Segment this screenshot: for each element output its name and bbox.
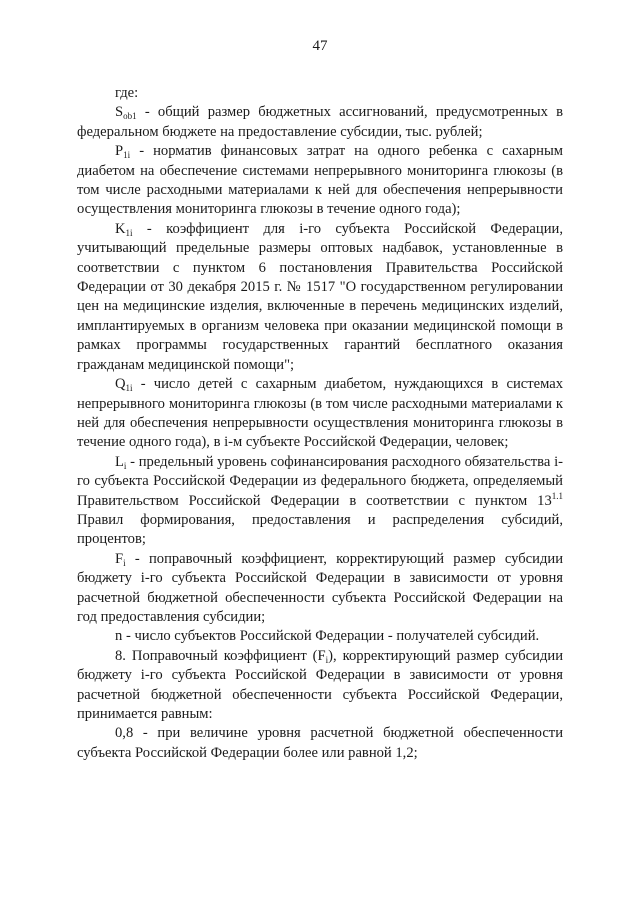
symbol: F [115,550,124,567]
symbol-subscript: 1i [123,150,131,161]
symbol: Q [115,376,126,393]
intro-line: где: [115,85,139,101]
n-definition-line: n - число субъектов Российской Федерации - получателей субсидий. [115,628,540,645]
symbol: K [115,220,126,237]
document-body [77,84,563,763]
definition-text: - коэффициент для i-го субъекта Российской Федерации, учитывающий предельные размеры оптовых надбавок, установленные в соответствии с пунктом 6 постановления Правительства Российской Федерации от 30 декабря 2015 г. № 1517 "О государственном регулировании цен на медицинские изделия, включенные в перечень медицинских изделий, имплантируемых в организм человека при оказании медицинской помощи в рамках программы государственных гарантий бесплатного оказания гражданам медицинской помощи"; [77,220,563,373]
definition-text: - число детей с сахарным диабетом, нуждающихся в системах непрерывного мониторинга глюкозы (в том числе расходными материалами к ней для обеспечения непрерывности осуществления мониторинга глюкозы в течение одного года), в i-м субъекте Российской Федерации, человек; [77,376,563,451]
item-8-subscript: i [325,654,329,665]
definition-text-continued: Правил формирования, предоставления и распределения субсидий, процентов; [77,511,563,548]
definition-l-i [77,453,563,550]
symbol: P [115,143,124,160]
definition-text: - поправочный коэффициент, корректирующий размер субсидии бюджету i-го субъекта Российской Федерации в зависимости от уровня расчетной бюджетной обеспеченности субъекта Российской Федерации на год предоставления субсидии; [77,550,563,625]
definition-p-1i [77,142,563,220]
symbol: L [115,453,124,470]
page-number: 47 [312,38,328,54]
item-8-suffix: ), корректирующий размер субсидии бюджету i-го субъекта Российской Федерации в зависимости от уровня расчетной бюджетной обеспеченности субъекта Российской Федерации, принимается равным: [77,647,564,722]
definition-f-i [77,550,563,628]
symbol-subscript: i [123,557,126,568]
symbol: S [115,104,124,121]
definition-text: - предельный уровень софинансирования расходного обязательства i-го субъекта Российской Федерации из федерального бюджета, определяемый Правительством Российской Федерации в соответствии с пунктом 13 [77,453,563,509]
definition-q-1i [77,375,563,453]
definition-text: - норматив финансовых затрат на одного ребенка с сахарным диабетом на обеспечение системами непрерывного мониторинга глюкозы (в том числе расходными материалами к ней для обеспечения непрерывности осуществления мониторинга глюкозы в течение одного года); [77,143,563,218]
item-8-paragraph [77,647,563,725]
value-line: 0,8 - при величине уровня расчетной бюджетной обеспеченности субъекта Российской Федерации более или равной 1,2; [77,725,563,761]
definition-text: - общий размер бюджетных ассигнований, предусмотренных в федеральном бюджете на предоставление субсидии, тыс. рублей; [77,104,563,140]
definition-k-1i [77,220,563,375]
symbol-subscript: 1i [125,383,133,394]
definition-s-ob1 [77,103,563,142]
item-8-prefix: 8. Поправочный коэффициент (F [115,647,326,664]
clause-superscript: 1.1 [551,490,563,501]
symbol-subscript: i [123,460,127,471]
symbol-subscript: ob1 [123,111,137,122]
symbol-subscript: 1i [125,227,133,238]
